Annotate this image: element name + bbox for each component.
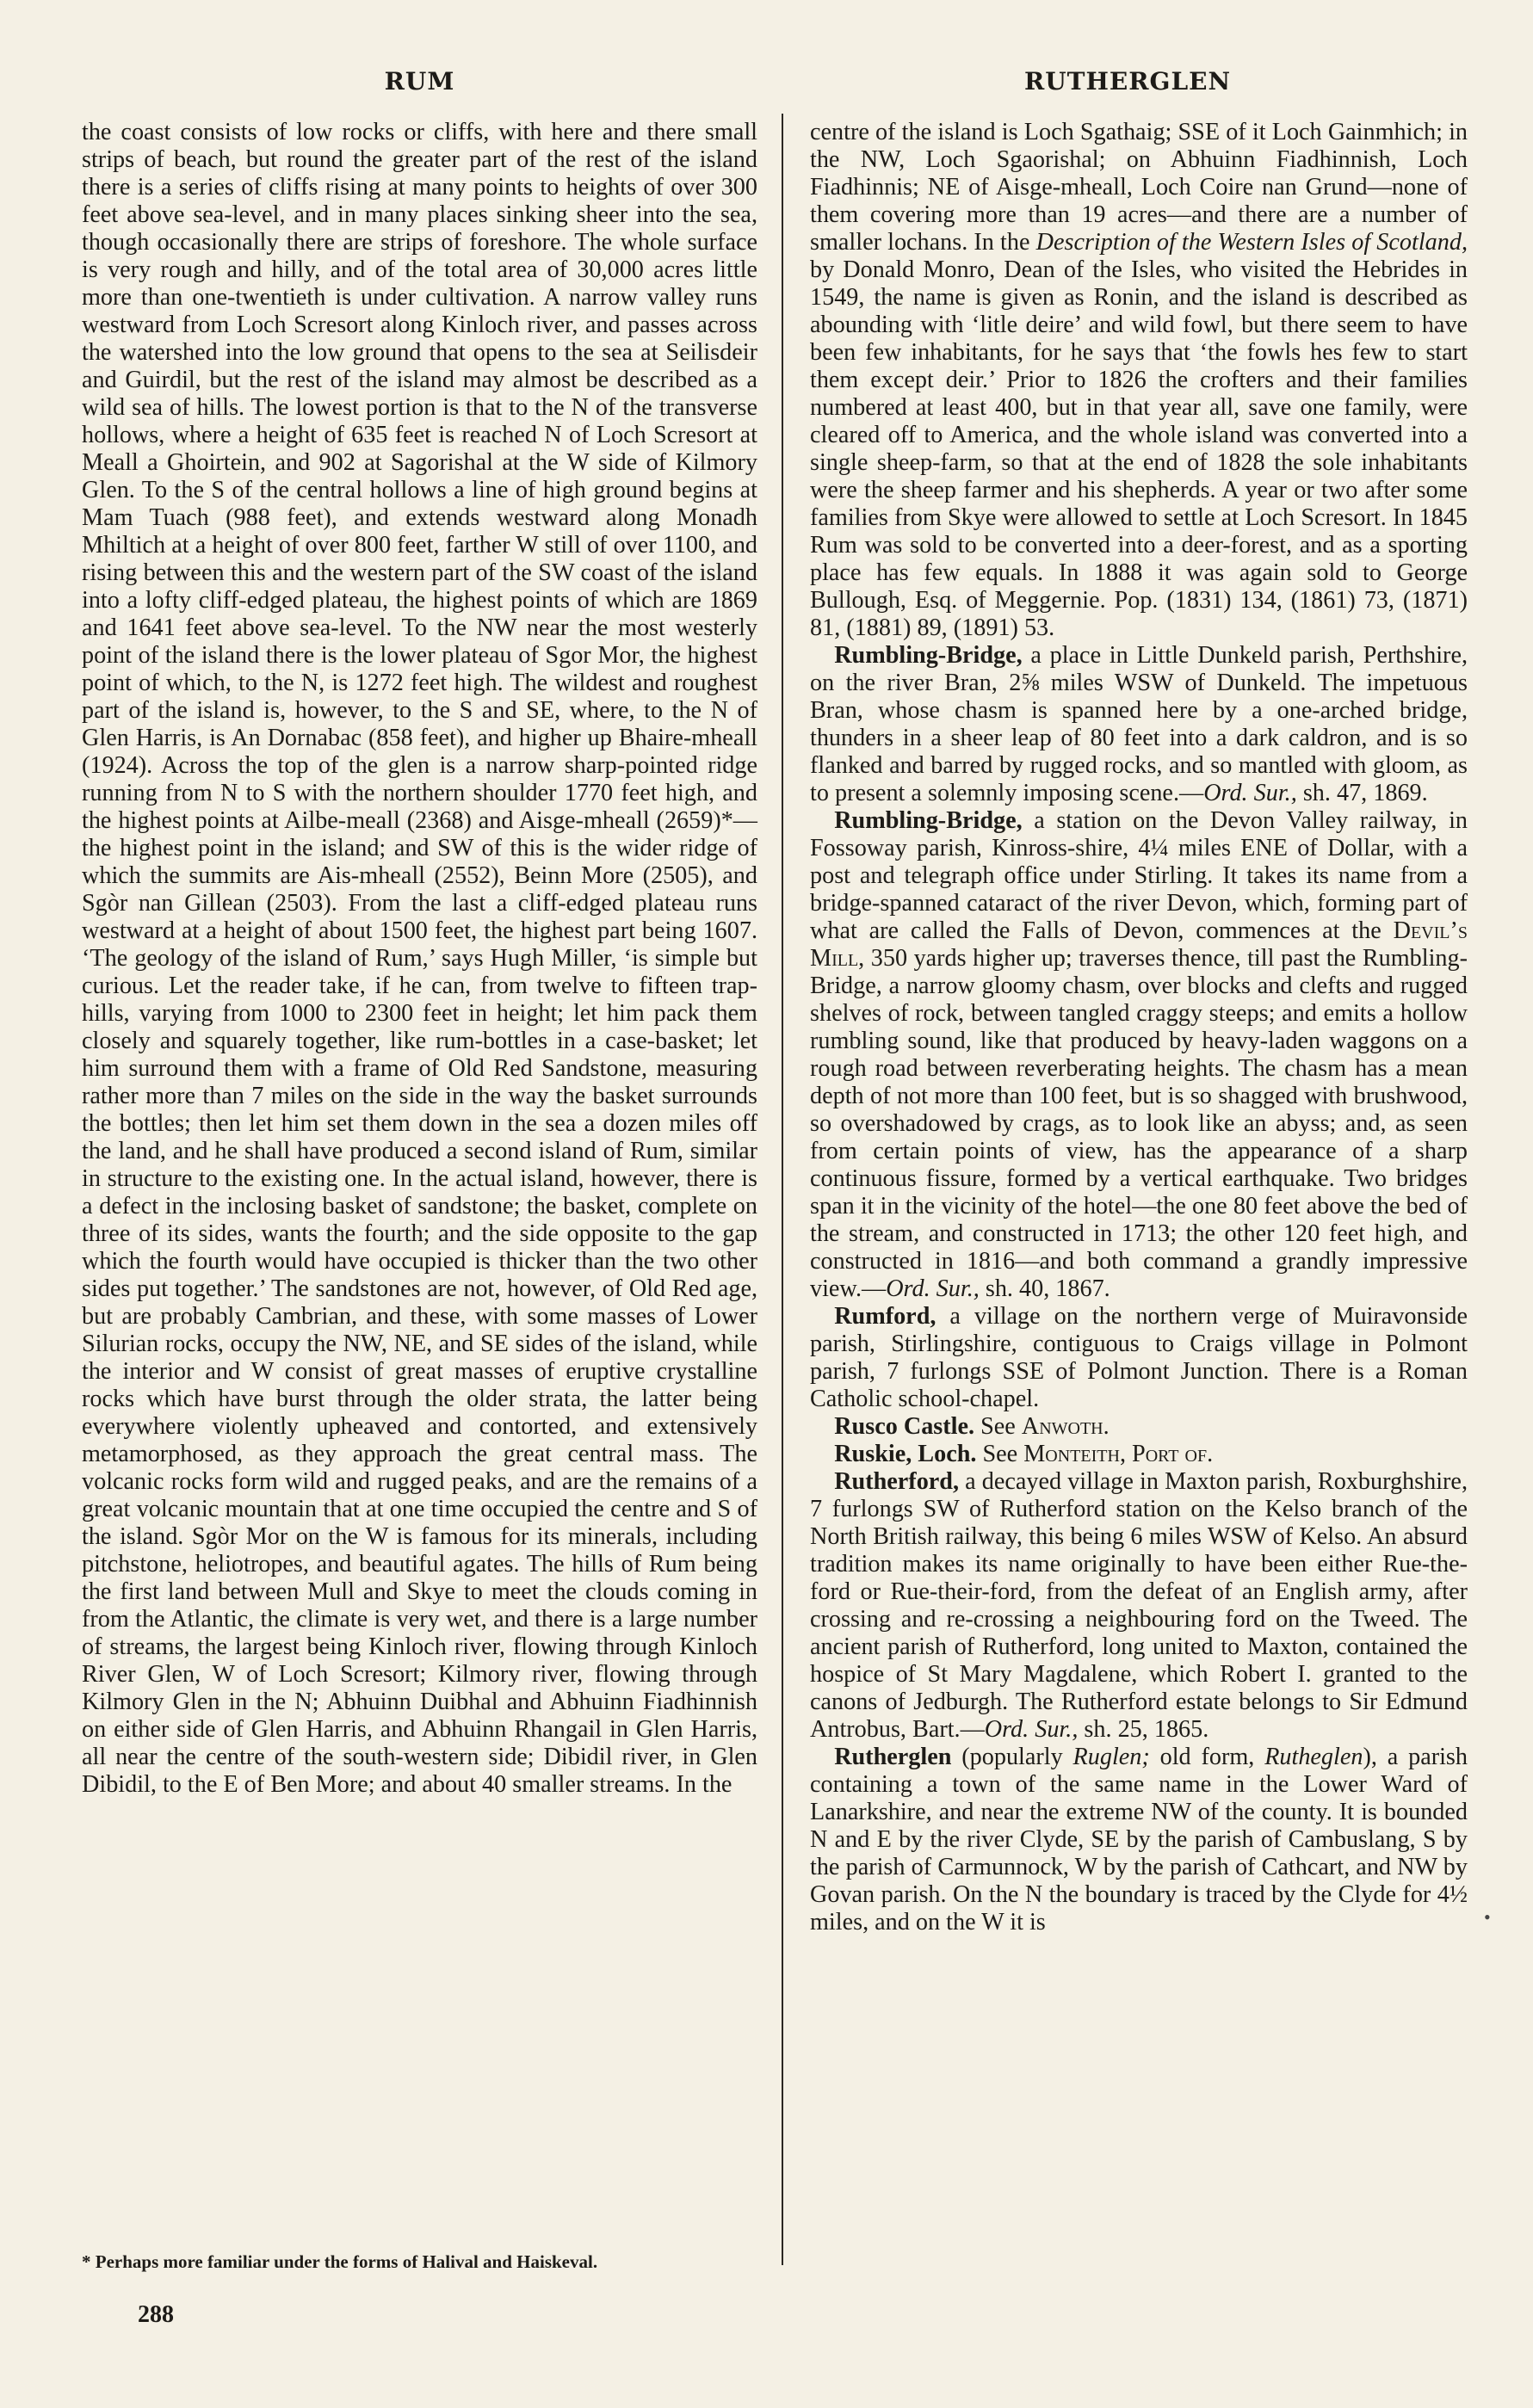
entry-cross-reference: Anwoth. xyxy=(1021,1413,1110,1440)
entry-rumbling-bridge-kinross xyxy=(810,807,1468,1303)
entry-cross-reference: Devil’s Mill, xyxy=(810,917,1468,972)
entry-body-cont: ), a parish containing a town of the same name in the Lower Ward of Lanarkshire, and near the extreme NW of the county. It is bounded N and E by the river Clyde, SE by the parish of Cambuslang, S by the parish of Carmunnock, W by the parish of Cathcart, and NW by Govan parish. On the N the boundary is traced by the Clyde for 4½ miles, and on the W it is xyxy=(810,1744,1468,1936)
entry-body: old form, xyxy=(1149,1744,1265,1770)
left-column-text: the coast consists of low rocks or cliffs, with here and there small strips of beach, but round the greater part of the rest of the island there is a series of cliffs rising at many points to heights of over 300 feet above sea-level, and in many places sinking sheer into the sea, though occasionally there are strips of foreshore. The whole surface is very rough and hilly, and of the total area of 30,000 acres little more than one-twentieth is under cultivation. A narrow valley runs westward from Loch Scresort along Kinloch river, and passes across the watershed into the low ground that opens to the sea at Seilisdeir and Guirdil, but the rest of the island may almost be described as a wild sea of hills. The lowest portion is that to the N of the transverse hollows, where a height of 635 feet is reached N of Loch Scresort at Meall a Ghoirtein, and 902 at Sagorishal at the W side of Kilmory Glen. To the S of the central hollows a line of high ground begins at Mam Tuach (988 feet), and extends westward along Monadh Mhiltich at a height of over 800 feet, farther W still of over 1100, and rising between this and the western part of the SW coast of the island into a lofty cliff-edged plateau, the highest points of which are 1869 and 1641 feet above sea-level. To the NW near the most westerly point of the island there is the lower plateau of Sgor Mor, the highest point of which, to the N, is 1272 feet high. The wildest and roughest part of the island is, however, to the S and SE, where, to the N of Glen Harris, is An Dornabac (858 feet), and higher up Bhaire-mheall (1924). Across the top of the glen is a narrow sharp-pointed ridge running from N to S with the northern shoulder 1770 feet high, and the highest points at Ailbe-meall (2368) and Aisge-mheall (2659)*—the highest point in the island; and SW of this is the wider ridge of which the summits are Ais-mheall (2552), Beinn More (2505), and Sgòr nan Gillean (2503). From the last a cliff-edged plateau runs westward at a height of about 1500 feet, the highest part being 1607. ‘The geology of the island of Rum,’ says Hugh Miller, ‘is simple but curious. Let the reader take, if he can, from twelve to fifteen trap-hills, varying from 1000 to 2300 feet in height; let him pack them closely and squarely together, like rum-bottles in a case-basket; let him surround them with a frame of Old Red Sandstone, measuring rather more than 7 miles on the side in the way the basket surrounds the bottles; then let him set them down in the sea a dozen miles off the land, and he shall have produced a second island of Rum, similar in structure to the existing one. In the actual island, however, there is a defect in the inclosing basket of sandstone; the basket, complete on three of its sides, wants the fourth; and the side opposite to the gap which the fourth would have occupied is thicker than the two other sides put together.’ The sandstones are not, however, of Old Red age, but are probably Cambrian, and these, with some masses of Lower Silurian rocks, occupy the NW, NE, and SE sides of the island, while the interior and W consist of great masses of eruptive crystalline rocks which have burst through the older strata, the latter being everywhere violently upheaved and contorted, and extensively metamorphosed, as they approach the great central mass. The volcanic rocks form wild and rugged peaks, and are the remains of a great volcanic mountain that at one time occupied the centre and S of the island. Sgòr Mor on the W is famous for its minerals, including pitchstone, heliotropes, and beautiful agates. The hills of Rum being the first land between Mull and Skye to meet the clouds coming in from the Atlantic, the climate is very wet, and there is a large number of streams, the largest being Kinloch river, flowing through Kinloch River Glen, W of Loch Scresort; Kilmory river, flowing through Kilmory Glen in the N; Abhuinn Duibhal and Abhuinn Fiadhinnish on either side of Glen Harris, and Abhuinn Rhangail in Glen Harris, all near the centre of the south-western side; Dibidil river, in Glen Dibidil, to the E of Ben More; and about 40 smaller streams. In the xyxy=(82,119,757,1798)
entry-ruskie-loch xyxy=(810,1441,1468,1468)
running-head-left: RUM xyxy=(384,67,455,96)
entry-headword: Rumford, xyxy=(834,1303,936,1330)
entry-reference: Ord. Sur., xyxy=(886,1275,980,1302)
entry-reference: Ord. Sur., xyxy=(1203,780,1297,806)
left-column xyxy=(82,119,757,1799)
entry-rutherford xyxy=(810,1468,1468,1744)
intro-text: centre of the island is Loch Sgathaig; SSE of it Loch Gainmhich; in the NW, Loch Sgaorishal; on Abhuinn Fiadhinnish, Loch Fiadhinnis; NE of Aisge-mheall, Loch Coire nan Grund—none of them covering more than 19 acres—and there are a number of smaller lochans. In the xyxy=(810,119,1468,256)
entry-body-cont: 350 yards higher up; traverses thence, till past the Rumbling-Bridge, a narrow gloomy chasm, over blocks and clefts and rugged shelves of rock, between tangled craggy steeps; and emits a hollow rumbling sound, like that produced by heavy-laden waggons on a rough road between reverberating heights. The chasm has a mean depth of not more than 100 feet, but is so shagged with brushwood, so overshadowed by crags, as to look like an abyss; and, as seen from certain points of view, has the appearance of a sharp continuous fissure, formed by a vertical earthquake. Two bridges span it in the vicinity of the hotel—the one 80 feet above the bed of the stream, and constructed in 1713; the other 120 feet high, and constructed in 1816—and both command a grandly impressive view.— xyxy=(810,945,1468,1302)
entry-variant-name: Ruglen; xyxy=(1072,1744,1150,1770)
entry-reference: Ord. Sur., xyxy=(984,1716,1079,1743)
entry-rumford xyxy=(810,1303,1468,1413)
entry-body: (popularly xyxy=(951,1744,1073,1770)
entry-body: a place in Little Dunkeld parish, Perthshire, on the river Bran, 2⅝ miles WSW of Dunkeld. The impetuous Bran, whose chasm is spanned here by a one-arched bridge, thunders in a sheer leap of 80 feet into a dark caldron, and is so flanked and barred by rugged rocks, and so mantled with gloom, as to present a solemnly imposing scene.— xyxy=(810,642,1468,806)
entry-rusco-castle xyxy=(810,1413,1468,1441)
entry-body: a decayed village in Maxton parish, Roxburghshire, 7 furlongs SW of Rutherford station on the Kelso branch of the North British railway, this being 6 miles WSW of Kelso. An absurd tradition makes its name originally to have been either Rue-the-ford or Rue-their-ford, from the defeat of an English army, after crossing and re-crossing a neighbouring ford on the Tweed. The ancient parish of Rutherford, long united to Maxton, contained the hospice of St Mary Magdalene, which Robert I. granted to the canons of Jedburgh. The Rutherford estate belongs to Sir Edmund Antrobus, Bart.— xyxy=(810,1468,1468,1743)
margin-dot: • xyxy=(1484,1906,1491,1928)
intro-text-cont: by Donald Monro, Dean of the Isles, who visited the Hebrides in 1549, the name is given as Ronin, and the island is described as abounding with ‘litle deire’ and wild fowl, but there seem to have been few inhabitants, for he says that ‘the fowls hes few to start them except deir.’ Prior to 1826 the crofters and their families numbered at least 400, but in that year all, save one family, were cleared off to America, and the whole island was converted into a single sheep-farm, so that at the end of 1828 the sole inhabitants were the sheep farmer and his shepherds. A year or two after some families from Skye were allowed to settle at Loch Scresort. In 1845 Rum was sold to be converted into a deer-forest, and as a sporting place has few equals. In 1888 it was again sold to George Bullough, Esq. of Meggernie. Pop. (1831) 134, (1861) 73, (1871) 81, (1881) 89, (1891) 53. xyxy=(810,256,1468,641)
entry-body: See xyxy=(974,1413,1022,1440)
intro-book-title: Description of the Western Isles of Scotland, xyxy=(1035,229,1468,256)
right-column xyxy=(810,119,1468,1936)
entry-rutherglen xyxy=(810,1744,1468,1936)
entry-cross-reference: Monteith, Port of. xyxy=(1023,1441,1214,1467)
entry-body: a village on the northern verge of Muiravonside parish, Stirlingshire, contiguous to Craigs village in Polmont parish, 7 furlongs SSE of Polmont Junction. There is a Roman Catholic school-chapel. xyxy=(810,1303,1468,1412)
entry-headword: Rumbling-Bridge, xyxy=(834,642,1023,669)
footnote: * Perhaps more familiar under the forms of Halival and Haiskeval. xyxy=(82,2251,598,2272)
entry-tail: sh. 47, 1869. xyxy=(1296,780,1428,806)
entry-headword: Rutherglen xyxy=(834,1744,952,1770)
entry-headword: Ruskie, Loch. xyxy=(834,1441,977,1467)
column-rule xyxy=(782,114,783,2265)
entry-headword: Rumbling-Bridge, xyxy=(834,807,1023,834)
page-number: 288 xyxy=(138,2301,174,2328)
running-head-right: RUTHERGLEN xyxy=(1023,67,1232,96)
entry-rumbling-bridge-perth xyxy=(810,642,1468,807)
entry-body: a station on the Devon Valley railway, in Fossoway parish, Kinross-shire, 4¼ miles ENE of Dollar, with a post and telegraph office under Stirling. It takes its name from a bridge-spanned cataract of the river Devon, which, forming part of what are called the Falls of Devon, commences at the xyxy=(810,807,1468,944)
entry-body: See xyxy=(976,1441,1024,1467)
intro-paragraph xyxy=(810,119,1468,642)
entry-headword: Rutherford, xyxy=(834,1468,960,1495)
entry-tail: sh. 25, 1865. xyxy=(1078,1716,1209,1743)
entry-variant-name: Rutheglen xyxy=(1264,1744,1363,1770)
entry-tail: sh. 40, 1867. xyxy=(979,1275,1110,1302)
entry-headword: Rusco Castle. xyxy=(834,1413,975,1440)
